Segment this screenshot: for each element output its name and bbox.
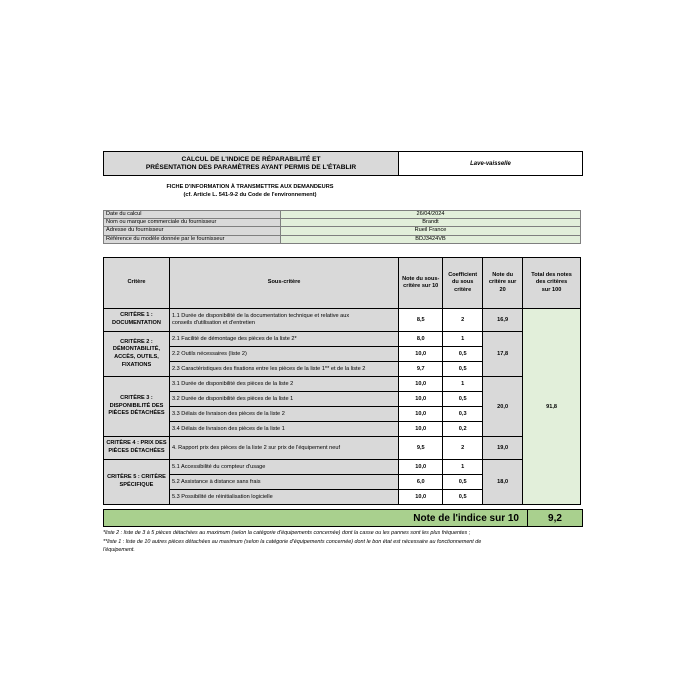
critere-3-cell — [104, 377, 170, 437]
table-row — [104, 309, 581, 332]
critere-text: PIÈCES DÉTACHÉES — [108, 448, 165, 454]
sous-critere-cell: 3.3 Délais de livraison des pièces de la liste 2 — [169, 407, 398, 422]
coefficient: 0,5 — [443, 392, 483, 407]
critere-text: DÉMONTABILITÉ, — [112, 346, 161, 353]
header-text: sur 100 — [541, 286, 562, 293]
coefficient: 0,5 — [443, 475, 483, 490]
table-row — [104, 437, 581, 460]
sous-critere-cell: 5.3 Possibilité de réinitialisation logicielle — [169, 490, 398, 505]
sous-critere-cell: 2.1 Facilité de démontage des pièces de la liste 2* — [169, 332, 398, 347]
note-sous-critere: 10,0 — [399, 377, 443, 392]
col-header-note20 — [483, 258, 523, 309]
note-critere-20: 18,0 — [483, 460, 523, 505]
info-label: Nom ou marque commerciale du fournisseur — [104, 219, 281, 227]
coefficient: 1 — [443, 332, 483, 347]
sous-critere-cell: 5.2 Assistance à distance sans frais — [169, 475, 398, 490]
final-score-label: Note de l'indice sur 10 — [104, 510, 528, 526]
info-label: Adresse du fournisseur — [104, 227, 281, 235]
sous-critere-cell: 3.4 Délais de livraison des pièces de la liste 1 — [169, 422, 398, 437]
note-critere-20: 19,0 — [483, 437, 523, 460]
note-sous-critere: 10,0 — [399, 347, 443, 362]
fiche-line-1: FICHE D'INFORMATION À TRANSMETTRE AUX DEMANDEURS — [166, 184, 334, 190]
note-critere-20: 16,9 — [483, 309, 523, 332]
note-sous-critere: 10,0 — [399, 460, 443, 475]
info-value: Brandt — [281, 219, 581, 227]
note-sous-critere: 8,0 — [399, 332, 443, 347]
header-text: critère sur 10 — [403, 283, 439, 289]
critere-text: CRITÈRE 2 : — [120, 338, 153, 345]
header-text: Note du — [492, 271, 514, 278]
critere-text: ACCÈS, OUTILS, — [114, 354, 159, 360]
note-sous-critere: 10,0 — [399, 422, 443, 437]
header-text: Note du sous- — [402, 275, 440, 282]
info-value: BDJ3424VB — [281, 235, 581, 243]
info-table — [103, 210, 581, 244]
sous-critere-cell: 2.3 Caractéristiques des fixations entre les pièces de la liste 1** et de la liste 2 — [169, 362, 398, 377]
note-sous-critere: 9,7 — [399, 362, 443, 377]
critere-text: SPÉCIFIQUE — [119, 482, 154, 488]
critere-text: DOCUMENTATION — [112, 320, 161, 326]
table-row — [104, 377, 581, 392]
title-line-2: PRÉSENTATION DES PARAMÈTRES AYANT PERMIS DE L'ÉTABLIR — [145, 163, 357, 171]
critere-text: CRITÈRE 3 : — [120, 395, 153, 402]
header-row — [104, 258, 581, 309]
critere-text: CRITÈRE 4 : PRIX DES — [106, 440, 167, 447]
critere-2-cell — [104, 332, 170, 377]
coefficient: 0,5 — [443, 362, 483, 377]
info-value: Rueil France — [281, 227, 581, 235]
fiche-subtitle — [103, 183, 397, 199]
score-table — [103, 257, 581, 505]
critere-4-cell — [104, 437, 170, 460]
document-title — [104, 152, 399, 175]
sous-critere-cell — [169, 309, 398, 332]
header-text: du sous — [451, 279, 474, 286]
info-row — [104, 219, 581, 227]
header-text: des critères — [535, 279, 568, 286]
critere-text: PIÈCES DÉTACHÉES — [108, 410, 165, 417]
critere-1-cell — [104, 309, 170, 332]
header-text: Coefficient — [448, 271, 478, 278]
note-sous-critere: 10,0 — [399, 490, 443, 505]
footnote-liste-2: *liste 2 : liste de 3 à 5 pièces détachées au maximum (selon la catégorie d'équipements concernée) dont la casse ou les pannes sont les plus fréquentes ; — [103, 530, 471, 536]
header-text: Total des notes — [531, 271, 572, 278]
sous-critere-cell: 3.2 Durée de disponibilité des pièces de la liste 1 — [169, 392, 398, 407]
critere-5-cell — [104, 460, 170, 505]
coefficient: 0,3 — [443, 407, 483, 422]
fiche-line-2: (cf. Article L. 541-9-2 du Code de l'environnement) — [183, 192, 317, 198]
table-row — [104, 332, 581, 347]
note-sous-critere: 9,5 — [399, 437, 443, 460]
coefficient: 0,2 — [443, 422, 483, 437]
footnote-liste-1-cont: l'équipement. — [103, 547, 135, 553]
header-box — [103, 151, 583, 176]
sous-critere-cell: 2.2 Outils nécessaires (liste 2) — [169, 347, 398, 362]
note-critere-20: 17,8 — [483, 332, 523, 377]
col-header-total — [523, 258, 581, 309]
info-value: 26/04/2024 — [281, 211, 581, 219]
info-label: Référence du modèle donnée par le fournisseur — [104, 235, 281, 243]
header-text: critère sur 20 — [488, 279, 517, 293]
coefficient: 2 — [443, 309, 483, 332]
note-sous-critere: 8,5 — [399, 309, 443, 332]
col-header-sous-critere: Sous-critère — [169, 258, 398, 309]
col-header-coef — [443, 258, 483, 309]
total-100: 91,8 — [523, 309, 581, 505]
critere-text: CRITÈRE 5 : CRITÈRE — [107, 474, 166, 481]
sous-critere-cell: 3.1 Durée de disponibilité des pièces de la liste 2 — [169, 377, 398, 392]
coefficient: 2 — [443, 437, 483, 460]
critere-text: CRITÈRE 1 : — [120, 312, 153, 319]
sous-critere-cell: 4. Rapport prix des pièces de la liste 2 sur prix de l'équipement neuf — [169, 437, 398, 460]
note-sous-critere: 10,0 — [399, 407, 443, 422]
table-row — [104, 460, 581, 475]
footnote-liste-1: **liste 1 : liste de 10 autres pièces détachées au maximum (selon la catégorie d'équipements concernée) dont le bon état est nécessaire au fonctionnement de — [103, 538, 482, 545]
info-row — [104, 235, 581, 243]
note-sous-critere: 6,0 — [399, 475, 443, 490]
final-score-bar — [103, 509, 583, 527]
critere-text: FIXATIONS — [121, 361, 152, 368]
info-row — [104, 227, 581, 235]
col-header-critere: Critère — [104, 258, 170, 309]
footnotes — [103, 529, 583, 555]
coefficient: 0,5 — [443, 490, 483, 505]
product-type: Lave-vaisselle — [470, 160, 511, 167]
critere-text: DISPONIBILITÉ DES — [109, 402, 164, 409]
info-row — [104, 211, 581, 219]
header-text: critère — [454, 286, 472, 293]
final-score-value: 9,2 — [548, 512, 562, 524]
note-sous-critere: 10,0 — [399, 392, 443, 407]
coefficient: 1 — [443, 377, 483, 392]
sous-critere-text: 1.1 Durée de disponibilité de la documentation technique et relative aux — [171, 313, 350, 319]
info-label: Date du calcul — [104, 211, 281, 219]
note-critere-20: 20,0 — [483, 377, 523, 437]
title-line-1: CALCUL DE L'INDICE DE RÉPARABILITÉ ET — [181, 155, 321, 163]
sous-critere-cell: 5.1 Accessibilité du compteur d'usage — [169, 460, 398, 475]
col-header-note-sous — [399, 258, 443, 309]
sous-critere-text: conseils d'utilisation et d'entretien — [171, 320, 255, 326]
coefficient: 0,5 — [443, 347, 483, 362]
coefficient: 1 — [443, 460, 483, 475]
